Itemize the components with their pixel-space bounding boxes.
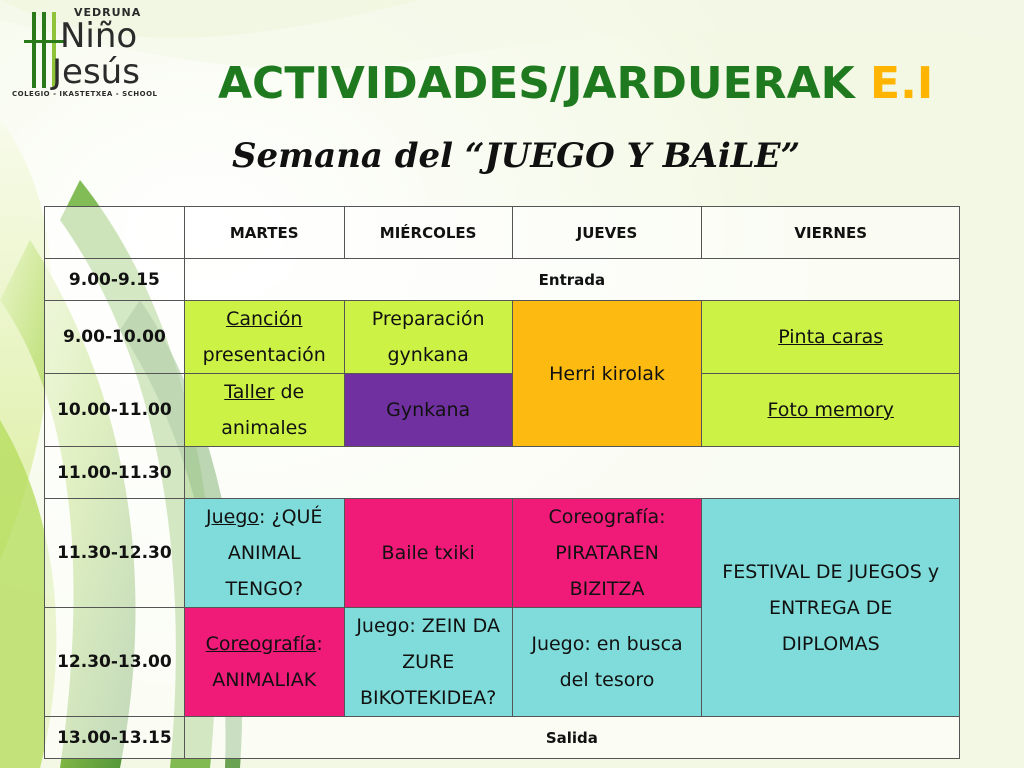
- time-cell: 10.00-11.00: [45, 374, 185, 447]
- page-subtitle: Semana del “JUEGO Y BAiLE”: [232, 136, 801, 176]
- schedule-table: [44, 206, 960, 759]
- activity-cell: Herri kirolak: [512, 301, 702, 447]
- page-title: [218, 58, 933, 109]
- title-suffix: E.I: [870, 58, 934, 109]
- table-row: [45, 447, 960, 499]
- activity-cell: Baile txiki: [344, 499, 512, 608]
- header-miercoles: MIÉRCOLES: [344, 207, 512, 259]
- header-corner: [45, 207, 185, 259]
- time-cell: 13.00-13.15: [45, 717, 185, 759]
- activity-cell: Pinta caras: [702, 301, 960, 374]
- school-logo: [12, 2, 182, 102]
- activity-cell: Juego: en busca del tesoro: [512, 608, 702, 717]
- activity-cell: Juego: ZEIN DA ZURE BIKOTEKIDEA?: [344, 608, 512, 717]
- header-row: [45, 207, 960, 259]
- logo-line1: Niño: [60, 16, 138, 56]
- time-cell: 9.00-9.15: [45, 259, 185, 301]
- table-row: [45, 374, 960, 447]
- header-viernes: VIERNES: [702, 207, 960, 259]
- time-cell: 9.00-10.00: [45, 301, 185, 374]
- entrada-cell: Entrada: [184, 259, 959, 301]
- activity-cell: Gynkana: [344, 374, 512, 447]
- activity-cell: Juego: ¿QUÉ ANIMAL TENGO?: [184, 499, 344, 608]
- table-row: [45, 259, 960, 301]
- table-row: [45, 717, 960, 759]
- break-cell: [184, 447, 959, 499]
- activity-cell: Coreografía: PIRATAREN BIZITZA: [512, 499, 702, 608]
- table-row: [45, 301, 960, 374]
- time-cell: 11.30-12.30: [45, 499, 185, 608]
- activity-cell: Coreografía: ANIMALIAK: [184, 608, 344, 717]
- activity-cell: Preparación gynkana: [344, 301, 512, 374]
- activity-cell: Taller de animales: [184, 374, 344, 447]
- activity-cell: Foto memory: [702, 374, 960, 447]
- salida-cell: Salida: [184, 717, 959, 759]
- logo-line2: Jesús: [52, 52, 140, 92]
- logo-top-text: VEDRUNA: [74, 6, 142, 19]
- time-cell: 11.00-11.30: [45, 447, 185, 499]
- table-row: [45, 499, 960, 608]
- logo-bottom-text: COLEGIO - IKASTETXEA - SCHOOL: [12, 90, 158, 98]
- time-cell: 12.30-13.00: [45, 608, 185, 717]
- activity-cell: FESTIVAL DE JUEGOS y ENTREGA DE DIPLOMAS: [702, 499, 960, 717]
- title-main: ACTIVIDADES/JARDUERAK: [218, 58, 855, 109]
- header-jueves: JUEVES: [512, 207, 702, 259]
- header-martes: MARTES: [184, 207, 344, 259]
- activity-cell: Canción presentación: [184, 301, 344, 374]
